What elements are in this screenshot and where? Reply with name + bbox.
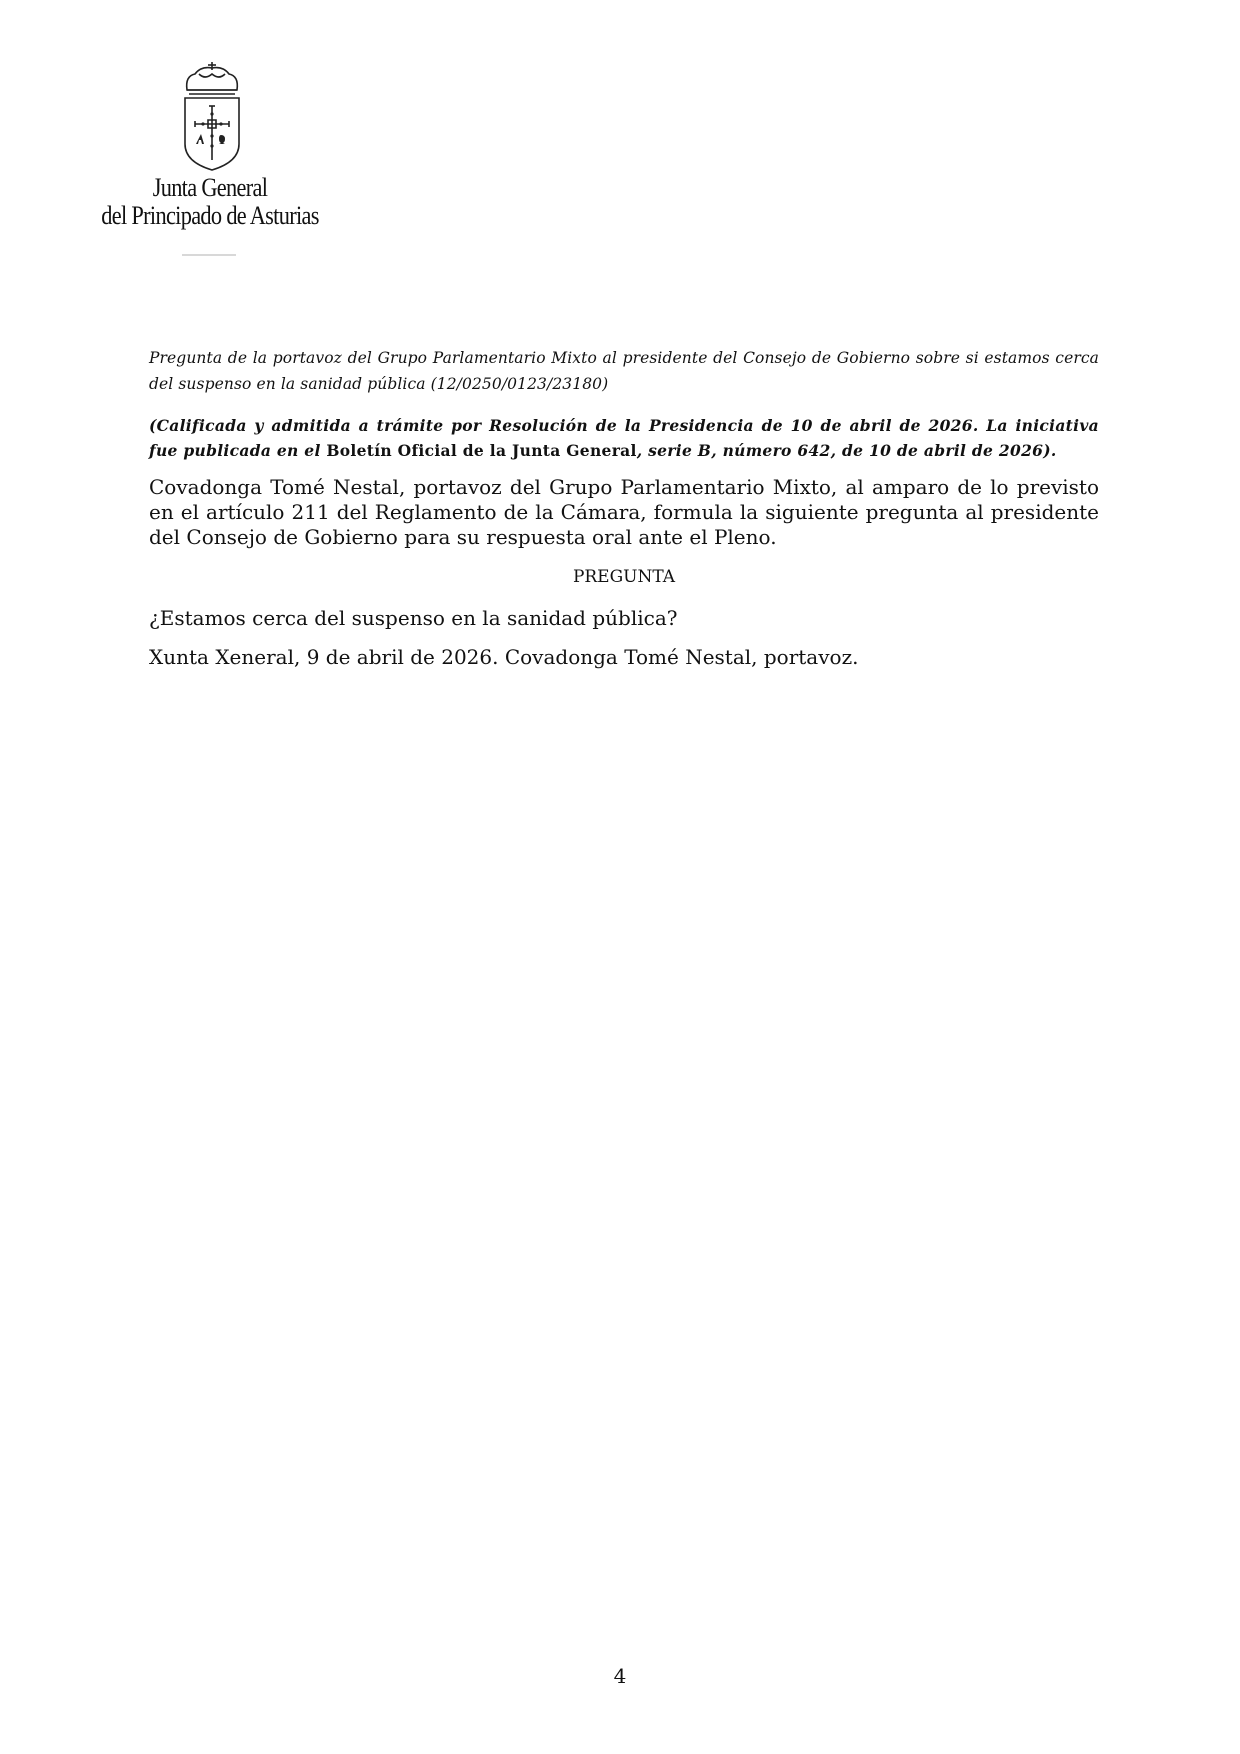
institution-name <box>81 174 339 230</box>
document-body <box>149 345 1099 670</box>
body-paragraph: Covadonga Tomé Nestal, portavoz del Grupo Parlamentario Mixto, al amparo de lo previsto en el artículo 211 del Reglamento de la Cámara, formula la siguiente pregunta al presidente del Consejo de Gobierno para su respuesta oral ante el Pleno. <box>149 475 1099 549</box>
page-number: 4 <box>613 1664 627 1688</box>
header-divider <box>182 254 236 256</box>
signature-line: Xunta Xeneral, 9 de abril de 2026. Covadonga Tomé Nestal, portavoz. <box>149 645 859 669</box>
bulletin-name: Boletín Oficial de la Junta General <box>326 441 637 460</box>
document-header <box>60 62 360 262</box>
asturias-coat-of-arms-icon <box>177 62 247 172</box>
question-heading: PREGUNTA <box>572 567 676 587</box>
question-text: ¿Estamos cerca del suspenso en la sanidad pública? <box>149 606 678 630</box>
institution-name-line2: del Principado de Asturias <box>101 201 319 230</box>
resolution-text-part2: , serie B, número 642, de 10 de abril de 2026). <box>636 441 1057 460</box>
resolution-note <box>149 413 1099 463</box>
institution-name-line1: Junta General <box>152 173 268 202</box>
initiative-title: Pregunta de la portavoz del Grupo Parlamentario Mixto al presidente del Consejo de Gobierno sobre si estamos cerca del suspenso en la sanidad pública (12/0250/0123/23180) <box>149 349 1099 393</box>
resolution-text-part1: (Calificada y admitida a trámite por Resolución de la Presidencia de 10 de abril de 2026. La iniciativa fue publicada en el <box>149 416 1099 460</box>
